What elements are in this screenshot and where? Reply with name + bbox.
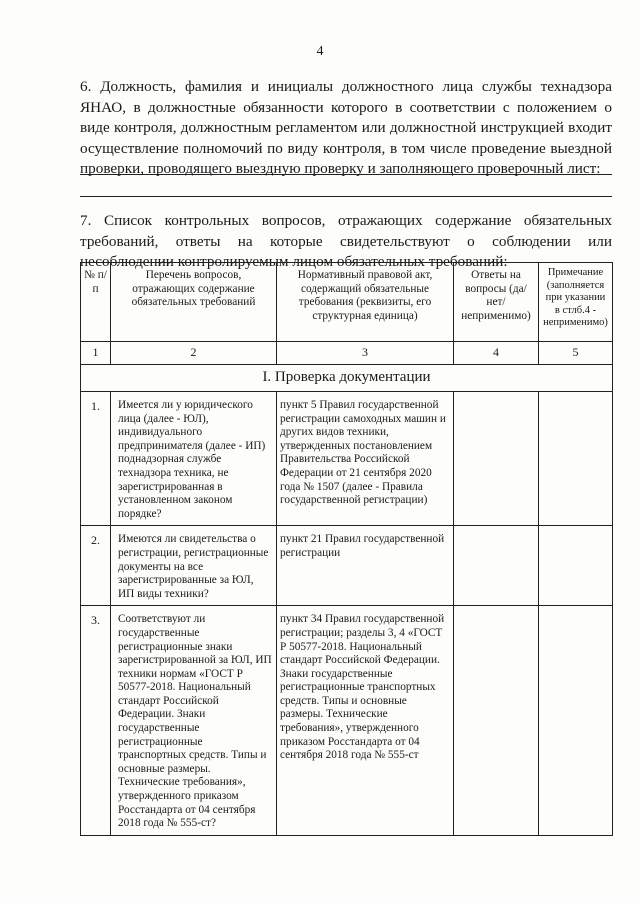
section-row bbox=[81, 365, 613, 392]
section-6-text: 6. Должность, фамилия и инициалы должностного лица службы технадзора ЯНАО, в должностные обязанности которого в соответствии с положением о виде контроля, должностным регламентом или должностной инструкцией входит осуществление полномочий по виду контроля, в том числе проведение выездной проверки, проводящего выездную проверку и заполняющего проверочный лист: bbox=[80, 78, 612, 177]
table-row bbox=[81, 392, 613, 526]
checklist-table bbox=[80, 262, 613, 836]
column-number: 4 bbox=[454, 342, 539, 365]
header-act: Нормативный правовой акт, содержащий обязательные требования (реквизиты, его структурная единица) bbox=[277, 263, 454, 342]
row-legal-act: пункт 34 Правил государственной регистрации; разделы 3, 4 «ГОСТ Р 50577-2018. Национальный стандарт Российской Федерации. Знаки государственные регистрационные транспортных средств. Типы и основные размеры. Технические требования», утвержденного приказом Росстандарта от 04 сентября 2018 года № 555-ст bbox=[277, 606, 454, 836]
column-number: 1 bbox=[81, 342, 111, 365]
row-note-cell[interactable] bbox=[539, 526, 613, 606]
row-number: 1. bbox=[81, 392, 111, 526]
row-number: 3. bbox=[81, 606, 111, 836]
column-number: 2 bbox=[111, 342, 277, 365]
header-questions: Перечень вопросов, отражающих содержание обязательных требований bbox=[111, 263, 277, 342]
table-header-row bbox=[81, 263, 613, 342]
table-row bbox=[81, 606, 613, 836]
row-question: Соответствуют ли государственные регистрационные знаки зарегистрированной за ЮЛ, ИП техники нормам «ГОСТ Р 50577-2018. Национальный стандарт Российской Федерации. Знаки государственные регистрационные транспортных средств. Типы и основные размеры. Технические требования», утвержденного приказом Росстандарта от 04 сентября 2018 года № 555-ст? bbox=[111, 606, 277, 836]
row-number: 2. bbox=[81, 526, 111, 606]
section-7-text: 7. Список контрольных вопросов, отражающих содержание обязательных требований, ответы на которые свидетельствуют о соблюдении или несоблюдении контролируемым лицом обязательных требований: bbox=[80, 212, 612, 270]
row-question: Имеются ли свидетельства о регистрации, регистрационные документы на все зарегистрированные за ЮЛ, ИП виды техники? bbox=[111, 526, 277, 606]
signature-line-1 bbox=[80, 174, 612, 175]
page-number: 4 bbox=[316, 44, 324, 59]
row-answer-cell[interactable] bbox=[454, 606, 539, 836]
header-num: № п/п bbox=[81, 263, 111, 342]
row-note-cell[interactable] bbox=[539, 392, 613, 526]
column-numbers-row bbox=[81, 342, 613, 365]
table-row bbox=[81, 526, 613, 606]
column-number: 3 bbox=[277, 342, 454, 365]
row-answer-cell[interactable] bbox=[454, 392, 539, 526]
row-note-cell[interactable] bbox=[539, 606, 613, 836]
column-number: 5 bbox=[539, 342, 613, 365]
header-note: Примечание (заполняется при указании в стлб.4 - неприменимо) bbox=[539, 263, 613, 342]
signature-line-2 bbox=[80, 196, 612, 197]
section-title: I. Проверка документации bbox=[81, 365, 613, 392]
row-legal-act: пункт 5 Правил государственной регистрации самоходных машин и других видов техники, утвержденных постановлением Правительства Российской Федерации от 21 сентября 2020 года № 1507 (далее - Правила государственной регистрации) bbox=[277, 392, 454, 526]
row-question: Имеется ли у юридического лица (далее - ЮЛ), индивидуального предпринимателя (далее - ИП) поднадзорная службе технадзора техника, не зарегистрированная в установленном законом порядке? bbox=[111, 392, 277, 526]
header-answers: Ответы на вопросы (да/нет/ неприменимо) bbox=[454, 263, 539, 342]
row-answer-cell[interactable] bbox=[454, 526, 539, 606]
row-legal-act: пункт 21 Правил государственной регистрации bbox=[277, 526, 454, 606]
